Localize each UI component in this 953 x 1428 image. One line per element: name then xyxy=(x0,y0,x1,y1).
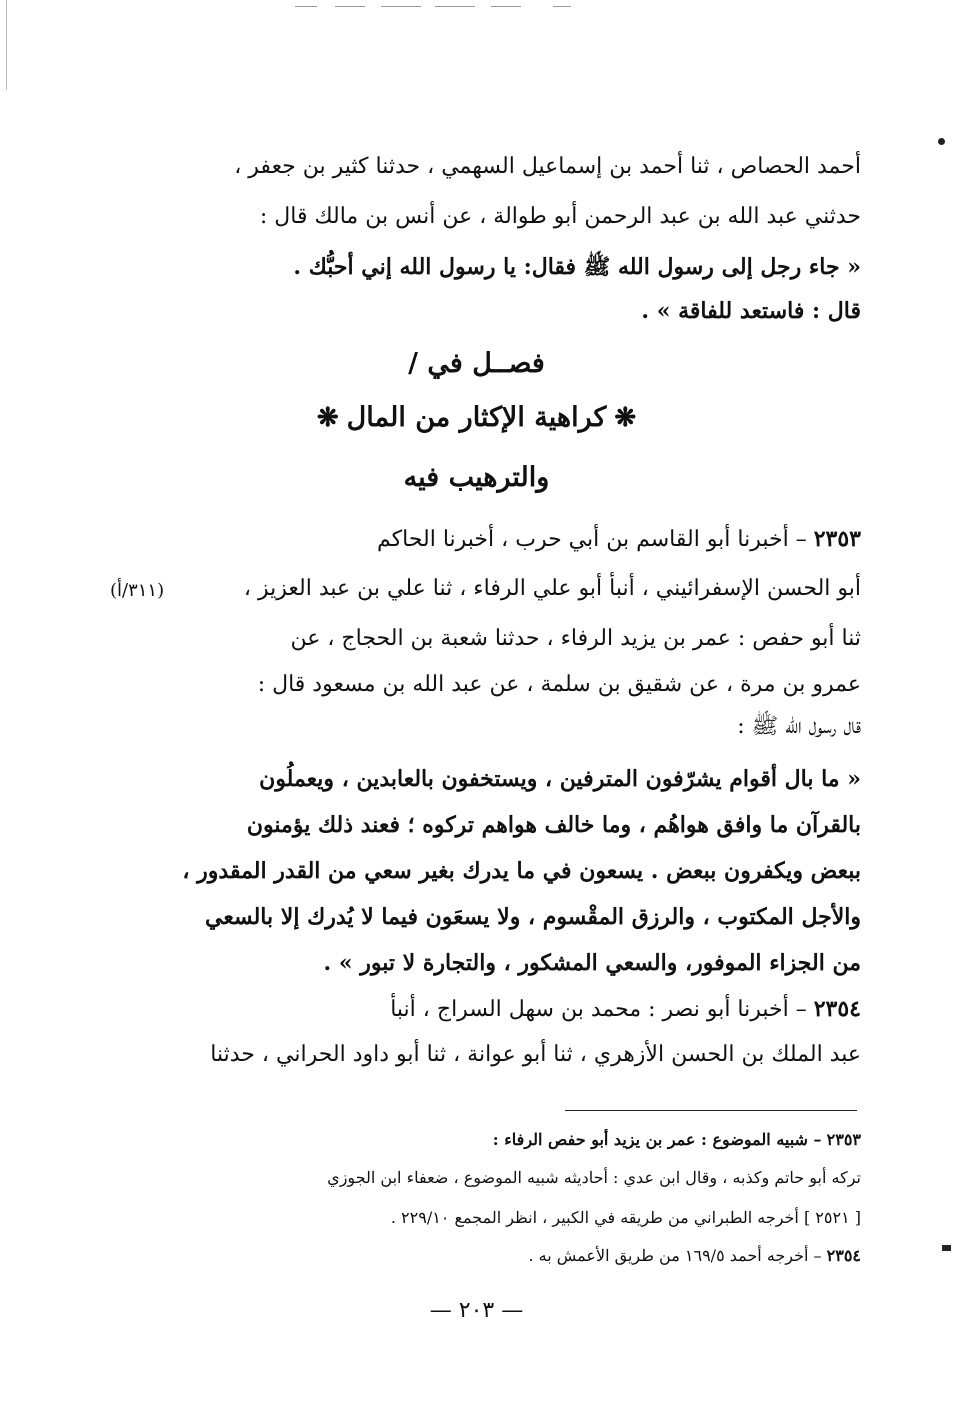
scan-speck xyxy=(938,138,945,145)
hadith-number: ٢٣٥٣ xyxy=(813,526,861,552)
ornament-icon: ❋ xyxy=(316,403,339,433)
hadith-text-line: والأجل المكتوب ، والرزق المقْسوم ، ولا يسعَون فيما لا يُدرك إلا بالسعي xyxy=(205,904,861,930)
hadith-text-line: « جاء رجل إلى رسول الله ﷺ فقال: يا رسول الله إني أحبُّك . xyxy=(293,254,861,280)
footnote-number: ٢٣٥٣ xyxy=(826,1130,861,1149)
scan-speck xyxy=(942,1245,951,1251)
text-line: أحمد الحصاص ، ثنا أحمد بن إسماعيل السهمي ، حدثنا كثير بن جعفر ، xyxy=(234,154,861,179)
section-title-line2: والترهيب فيه xyxy=(403,462,550,493)
page-number: — ٢٠٣ — xyxy=(429,1298,524,1323)
hadith-text-line: قال : فاستعد للفاقة » . xyxy=(641,298,861,324)
footnote-2 xyxy=(528,1244,861,1268)
section-title: كراهية الإكثار من المال xyxy=(346,402,607,433)
ornament-icon: ❋ xyxy=(614,403,637,433)
scan-edge-line xyxy=(6,0,7,90)
footnote-number: ٢٣٥٤ xyxy=(826,1246,861,1265)
top-scan-marks xyxy=(295,6,580,8)
text-line: ثنا أبو حفص : عمر بن يزيد الرفاء ، حدثنا شعبة بن الحجاج ، عن xyxy=(290,626,861,651)
isnad-text: – أخبرنا أبو نصر : محمد بن سهل السراج ، أنبأ xyxy=(390,997,807,1022)
text-line: عبد الملك بن الحسن الأزهري ، ثنا أبو عوانة ، ثنا أبو داود الحراني ، حدثنا xyxy=(210,1042,861,1067)
text-line: عمرو بن مرة ، عن شقيق بن سلمة ، عن عبد الله بن مسعود قال : xyxy=(257,672,861,697)
hadith-text-line: من الجزاء الموفور، والسعي المشكور ، والتجارة لا تبور » . xyxy=(323,950,861,976)
footnote-text: – أخرجه أحمد ١٦٩/٥ من طريق الأعمش به . xyxy=(528,1246,822,1265)
hadith-number: ٢٣٥٤ xyxy=(813,996,861,1022)
hadith-text-line: بالقرآن ما وافق هواهُم ، وما خالف هواهم تركوه ؛ فعند ذلك يؤمنون xyxy=(246,812,861,838)
hadith-first-line xyxy=(390,994,861,1025)
hadith-text-line: « ما بال أقوام يشرّفون المترفين ، ويستخفون بالعابدين ، ويعملُون xyxy=(259,766,861,792)
hadith-first-line xyxy=(377,524,861,555)
text-line: قال رسول الله ﷺ : xyxy=(737,714,861,739)
manuscript-folio-note: (٣١١/أ) xyxy=(110,580,165,601)
footnote-1-title xyxy=(493,1128,861,1152)
footnote-line: تركه أبو حاتم وكذبه ، وقال ابن عدي : أحاديثه شبيه الموضوع ، ضعفاء ابن الجوزي xyxy=(327,1168,861,1187)
isnad-text: – أخبرنا أبو القاسم بن أبي حرب ، أخبرنا الحاكم xyxy=(377,527,807,552)
text-line: أبو الحسن الإسفرائيني ، أنبأ أبو علي الرفاء ، ثنا علي بن عبد العزيز ، xyxy=(243,576,861,601)
footnote-heading: – شبيه الموضوع : عمر بن يزيد أبو حفص الرفاء : xyxy=(492,1130,822,1149)
section-subheading xyxy=(0,398,953,438)
section-heading: فصــل في / xyxy=(408,348,545,379)
hadith-text-line: ببعض ويكفرون ببعض . يسعون في ما يدرك بغير سعي من القدر المقدور ، xyxy=(182,858,861,884)
text-line: حدثني عبد الله بن عبد الرحمن أبو طوالة ، عن أنس بن مالك قال : xyxy=(259,204,861,229)
footnote-separator xyxy=(565,1110,857,1111)
footnote-line: [ ٢٥٢١ ] أخرجه الطبراني من طريقه في الكبير ، انظر المجمع ٢٢٩/١٠ . xyxy=(390,1208,861,1227)
